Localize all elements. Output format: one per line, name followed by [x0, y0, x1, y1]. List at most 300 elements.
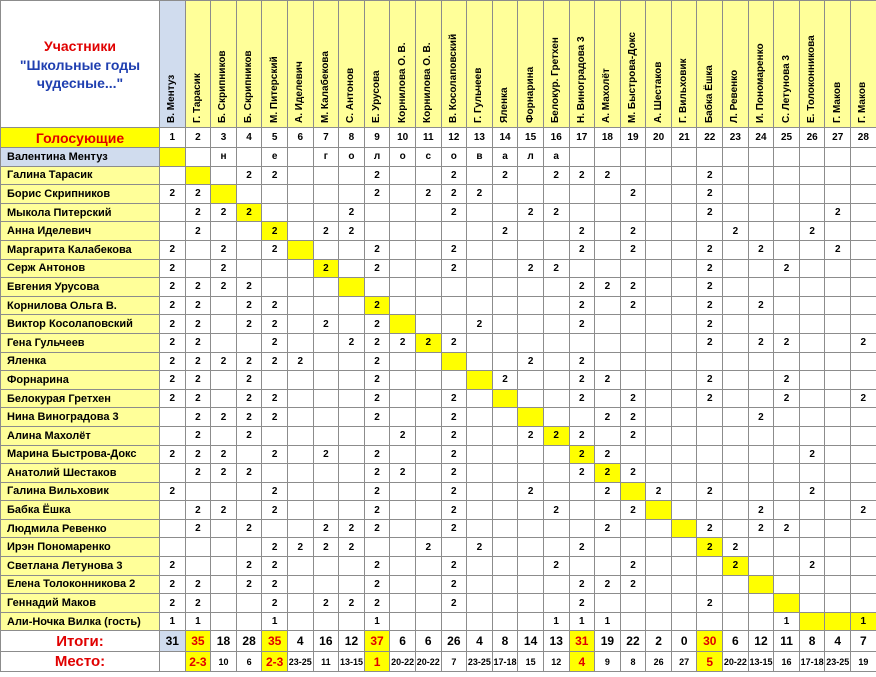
vote-cell [287, 426, 313, 445]
voter-row [1, 166, 876, 185]
vote-cell: 2 [339, 203, 365, 222]
vote-cell: 2 [262, 408, 288, 427]
vote-cell [467, 612, 493, 631]
vote-cell [723, 240, 749, 259]
voter-row [1, 222, 876, 241]
vote-cell [211, 296, 237, 315]
vote-cell: о [390, 148, 416, 167]
vote-cell [543, 594, 569, 613]
participant-header [646, 1, 672, 128]
vote-cell: 2 [160, 240, 186, 259]
participant-name: М. Питерский [268, 56, 280, 123]
vote-cell [825, 482, 851, 501]
participant-header [313, 1, 339, 128]
vote-cell [415, 594, 441, 613]
vote-cell: г [313, 148, 339, 167]
vote-cell: 2 [697, 203, 723, 222]
vote-cell [825, 501, 851, 520]
vote-cell [236, 501, 262, 520]
vote-cell [262, 278, 288, 297]
vote-cell: 2 [467, 315, 493, 334]
vote-cell [748, 538, 774, 557]
voter-row [1, 352, 876, 371]
vote-cell [236, 333, 262, 352]
vote-cell [748, 482, 774, 501]
vote-cell: 2 [185, 333, 211, 352]
vote-cell [467, 557, 493, 576]
voter-row [1, 185, 876, 204]
vote-cell [415, 259, 441, 278]
vote-cell [441, 315, 467, 334]
vote-cell: 2 [569, 389, 595, 408]
vote-cell: 2 [313, 222, 339, 241]
vote-cell [518, 371, 544, 390]
vote-cell [774, 185, 800, 204]
vote-cell [518, 464, 544, 483]
vote-cell [160, 519, 186, 538]
vote-cell [697, 612, 723, 631]
vote-cell: 2 [697, 259, 723, 278]
vote-cell [492, 408, 518, 427]
vote-cell [415, 240, 441, 259]
vote-cell [671, 296, 697, 315]
vote-cell: 1 [185, 612, 211, 631]
vote-cell [799, 501, 825, 520]
column-number: 13 [467, 128, 493, 148]
vote-cell [799, 575, 825, 594]
place-cell: 6 [236, 652, 262, 672]
vote-cell [825, 594, 851, 613]
vote-cell [160, 538, 186, 557]
vote-cell: 2 [211, 259, 237, 278]
voter-row [1, 278, 876, 297]
vote-cell [211, 426, 237, 445]
place-cell: 13-15 [748, 652, 774, 672]
voter-name: Белокурая Гретхен [1, 389, 160, 408]
voter-name: Валентина Ментуз [1, 148, 160, 167]
total-cell: 6 [723, 631, 749, 652]
vote-cell [441, 222, 467, 241]
vote-cell [492, 445, 518, 464]
vote-cell [723, 296, 749, 315]
vote-cell [851, 371, 876, 390]
vote-cell [467, 333, 493, 352]
vote-cell [287, 296, 313, 315]
participant-name: В. Косолаповский [447, 33, 459, 123]
vote-cell: 2 [569, 464, 595, 483]
voter-row [1, 333, 876, 352]
vote-cell [185, 482, 211, 501]
vote-cell [620, 203, 646, 222]
vote-cell [364, 278, 390, 297]
vote-cell [390, 371, 416, 390]
column-number: 3 [211, 128, 237, 148]
vote-cell [415, 352, 441, 371]
vote-cell: 2 [620, 389, 646, 408]
vote-cell: 2 [236, 352, 262, 371]
voter-name: Елена Толоконникова 2 [1, 575, 160, 594]
vote-cell: 2 [185, 445, 211, 464]
vote-cell [671, 371, 697, 390]
place-cell: 23-25 [287, 652, 313, 672]
vote-cell [313, 203, 339, 222]
vote-cell [390, 222, 416, 241]
vote-cell [646, 166, 672, 185]
vote-cell [620, 259, 646, 278]
place-cell: 7 [441, 652, 467, 672]
vote-cell [339, 557, 365, 576]
place-cell: 23-25 [825, 652, 851, 672]
vote-cell [518, 278, 544, 297]
vote-cell [774, 575, 800, 594]
vote-cell [492, 315, 518, 334]
vote-cell [697, 501, 723, 520]
vote-cell [415, 278, 441, 297]
vote-cell: 2 [211, 464, 237, 483]
vote-cell: 2 [287, 538, 313, 557]
vote-cell [467, 203, 493, 222]
participant-name: Корнилова О. В. [396, 42, 408, 123]
column-number: 5 [262, 128, 288, 148]
vote-cell: 2 [262, 482, 288, 501]
vote-cell: 2 [774, 259, 800, 278]
vote-cell: 2 [851, 389, 876, 408]
vote-cell [723, 389, 749, 408]
vote-cell [262, 464, 288, 483]
vote-cell [211, 482, 237, 501]
vote-cell [620, 538, 646, 557]
vote-cell: 2 [748, 408, 774, 427]
vote-cell [851, 259, 876, 278]
vote-cell: 2 [262, 296, 288, 315]
voter-name: Али-Ночка Вилка (гость) [1, 612, 160, 631]
vote-cell [723, 464, 749, 483]
voter-name: Галина Тарасик [1, 166, 160, 185]
vote-cell [671, 185, 697, 204]
vote-cell [646, 203, 672, 222]
vote-cell: 2 [160, 445, 186, 464]
vote-cell [595, 557, 621, 576]
column-number: 7 [313, 128, 339, 148]
vote-cell [160, 501, 186, 520]
vote-cell: 2 [313, 259, 339, 278]
voter-name: Марина Быстрова-Докс [1, 445, 160, 464]
vote-cell [748, 278, 774, 297]
vote-cell [313, 575, 339, 594]
vote-cell: 2 [569, 352, 595, 371]
vote-cell [825, 371, 851, 390]
participant-header [697, 1, 723, 128]
vote-cell [518, 594, 544, 613]
vote-cell [415, 426, 441, 445]
vote-cell [799, 612, 825, 631]
vote-cell [697, 445, 723, 464]
total-cell: 0 [671, 631, 697, 652]
vote-cell [236, 222, 262, 241]
vote-cell [441, 612, 467, 631]
vote-cell: 2 [160, 185, 186, 204]
vote-cell: 2 [339, 333, 365, 352]
vote-cell [595, 222, 621, 241]
vote-cell [441, 296, 467, 315]
vote-cell [467, 259, 493, 278]
vote-cell [595, 426, 621, 445]
column-number: 2 [185, 128, 211, 148]
total-cell: 8 [492, 631, 518, 652]
vote-cell [723, 259, 749, 278]
vote-cell [211, 222, 237, 241]
vote-cell: 1 [262, 612, 288, 631]
vote-cell: 2 [415, 333, 441, 352]
vote-cell [697, 352, 723, 371]
total-cell: 35 [185, 631, 211, 652]
vote-cell [339, 464, 365, 483]
vote-cell: 2 [441, 240, 467, 259]
participant-name: С. Летунова 3 [780, 55, 792, 123]
voter-row [1, 148, 876, 167]
vote-cell [723, 482, 749, 501]
vote-cell: 2 [441, 594, 467, 613]
vote-cell: 2 [774, 333, 800, 352]
vote-cell [467, 445, 493, 464]
vote-cell [543, 315, 569, 334]
vote-cell [467, 352, 493, 371]
place-cell: 4 [569, 652, 595, 672]
vote-cell [287, 501, 313, 520]
vote-cell: 2 [543, 557, 569, 576]
vote-cell [671, 389, 697, 408]
vote-cell [799, 185, 825, 204]
vote-cell [671, 538, 697, 557]
column-number: 20 [646, 128, 672, 148]
vote-cell: 2 [441, 575, 467, 594]
column-number: 24 [748, 128, 774, 148]
vote-cell [825, 389, 851, 408]
vote-cell [595, 594, 621, 613]
vote-cell: 2 [364, 594, 390, 613]
column-number: 19 [620, 128, 646, 148]
vote-cell [160, 166, 186, 185]
vote-cell [697, 557, 723, 576]
voter-row [1, 259, 876, 278]
vote-cell [390, 594, 416, 613]
vote-cell [492, 612, 518, 631]
vote-cell: 2 [236, 296, 262, 315]
vote-cell [492, 426, 518, 445]
total-cell: 8 [799, 631, 825, 652]
vote-cell [671, 278, 697, 297]
voter-name: Нина Виноградова 3 [1, 408, 160, 427]
participant-header [569, 1, 595, 128]
vote-cell [236, 259, 262, 278]
vote-cell [543, 389, 569, 408]
vote-cell [492, 575, 518, 594]
vote-cell [851, 203, 876, 222]
vote-cell [211, 389, 237, 408]
vote-cell [774, 240, 800, 259]
total-cell: 16 [313, 631, 339, 652]
vote-cell [441, 278, 467, 297]
vote-cell: 2 [364, 557, 390, 576]
vote-cell [390, 389, 416, 408]
vote-cell [467, 371, 493, 390]
vote-cell [723, 166, 749, 185]
vote-cell [415, 371, 441, 390]
vote-cell [671, 426, 697, 445]
vote-cell: 2 [620, 464, 646, 483]
vote-cell: 2 [211, 408, 237, 427]
vote-cell [646, 519, 672, 538]
vote-cell: 2 [697, 185, 723, 204]
vote-cell [492, 185, 518, 204]
vote-cell [646, 557, 672, 576]
vote-cell: 2 [364, 501, 390, 520]
vote-cell [467, 240, 493, 259]
column-number: 6 [287, 128, 313, 148]
vote-cell: 2 [160, 333, 186, 352]
vote-cell: 2 [492, 371, 518, 390]
vote-cell [595, 185, 621, 204]
vote-cell [518, 575, 544, 594]
voter-row [1, 482, 876, 501]
vote-cell [313, 185, 339, 204]
vote-cell [543, 575, 569, 594]
column-number: 17 [569, 128, 595, 148]
vote-cell [211, 315, 237, 334]
vote-cell: 2 [160, 352, 186, 371]
vote-cell [543, 296, 569, 315]
vote-cell: 2 [160, 278, 186, 297]
vote-cell [467, 426, 493, 445]
vote-cell: а [543, 148, 569, 167]
vote-cell [646, 222, 672, 241]
vote-cell [211, 333, 237, 352]
vote-cell [774, 352, 800, 371]
vote-cell [287, 222, 313, 241]
vote-cell: 2 [262, 352, 288, 371]
vote-cell: 2 [364, 333, 390, 352]
vote-cell: 2 [313, 538, 339, 557]
vote-cell [415, 501, 441, 520]
vote-cell [441, 538, 467, 557]
vote-cell [697, 575, 723, 594]
vote-cell [543, 371, 569, 390]
participant-name: Е. Толоконникова [806, 35, 818, 123]
vote-cell [595, 203, 621, 222]
vote-cell: 2 [236, 408, 262, 427]
vote-cell: 2 [211, 445, 237, 464]
vote-cell [799, 240, 825, 259]
participant-header [723, 1, 749, 128]
vote-cell: 2 [364, 296, 390, 315]
vote-cell: 2 [262, 333, 288, 352]
participant-name: Г. Вильховик [678, 58, 690, 123]
vote-cell [287, 185, 313, 204]
vote-cell [339, 371, 365, 390]
vote-cell: 2 [364, 482, 390, 501]
vote-cell: 2 [467, 185, 493, 204]
vote-cell [799, 464, 825, 483]
column-number: 22 [697, 128, 723, 148]
vote-cell [825, 259, 851, 278]
vote-cell [799, 166, 825, 185]
vote-cell: 2 [185, 315, 211, 334]
vote-cell [825, 315, 851, 334]
vote-cell [492, 538, 518, 557]
vote-cell: а [492, 148, 518, 167]
vote-cell: 2 [697, 166, 723, 185]
total-cell: 13 [543, 631, 569, 652]
vote-cell [415, 464, 441, 483]
vote-cell [543, 185, 569, 204]
vote-cell [671, 352, 697, 371]
vote-cell [646, 445, 672, 464]
vote-cell [211, 557, 237, 576]
vote-cell [236, 538, 262, 557]
participant-header [543, 1, 569, 128]
vote-cell [671, 594, 697, 613]
vote-cell [825, 222, 851, 241]
vote-cell [236, 594, 262, 613]
vote-cell [851, 148, 876, 167]
vote-cell [851, 296, 876, 315]
vote-cell: 2 [415, 185, 441, 204]
vote-cell: 2 [620, 408, 646, 427]
place-cell: 26 [646, 652, 672, 672]
vote-cell [492, 278, 518, 297]
participant-name: А. Махолёт [601, 68, 613, 123]
vote-cell [748, 389, 774, 408]
vote-cell [543, 333, 569, 352]
vote-cell [339, 408, 365, 427]
vote-cell: 2 [262, 538, 288, 557]
vote-cell [492, 203, 518, 222]
vote-cell [774, 501, 800, 520]
vote-cell [492, 464, 518, 483]
vote-cell [339, 259, 365, 278]
vote-cell [160, 203, 186, 222]
vote-cell [646, 148, 672, 167]
vote-cell: 2 [441, 333, 467, 352]
voter-name: Алина Махолёт [1, 426, 160, 445]
column-number: 15 [518, 128, 544, 148]
participant-name: Б. Скрипников [217, 50, 229, 123]
vote-cell: 2 [185, 222, 211, 241]
participant-name: Белокур. Гретхен [550, 37, 562, 123]
vote-cell [595, 259, 621, 278]
vote-cell [262, 426, 288, 445]
vote-cell: 2 [313, 445, 339, 464]
vote-cell [339, 575, 365, 594]
participant-name: М. Быстрова-Докс [626, 32, 638, 123]
vote-cell [415, 519, 441, 538]
vote-cell [492, 501, 518, 520]
vote-cell [262, 259, 288, 278]
total-cell: 35 [262, 631, 288, 652]
vote-cell: 2 [441, 185, 467, 204]
participant-name: Г. Тарасик [191, 73, 203, 123]
place-cell: 15 [518, 652, 544, 672]
vote-cell: 2 [441, 166, 467, 185]
vote-cell [262, 203, 288, 222]
vote-cell: 2 [620, 240, 646, 259]
vote-cell: 2 [390, 464, 416, 483]
voter-name: Гена Гульчеев [1, 333, 160, 352]
vote-cell [620, 371, 646, 390]
vote-cell [748, 148, 774, 167]
vote-cell [492, 389, 518, 408]
vote-cell [595, 352, 621, 371]
